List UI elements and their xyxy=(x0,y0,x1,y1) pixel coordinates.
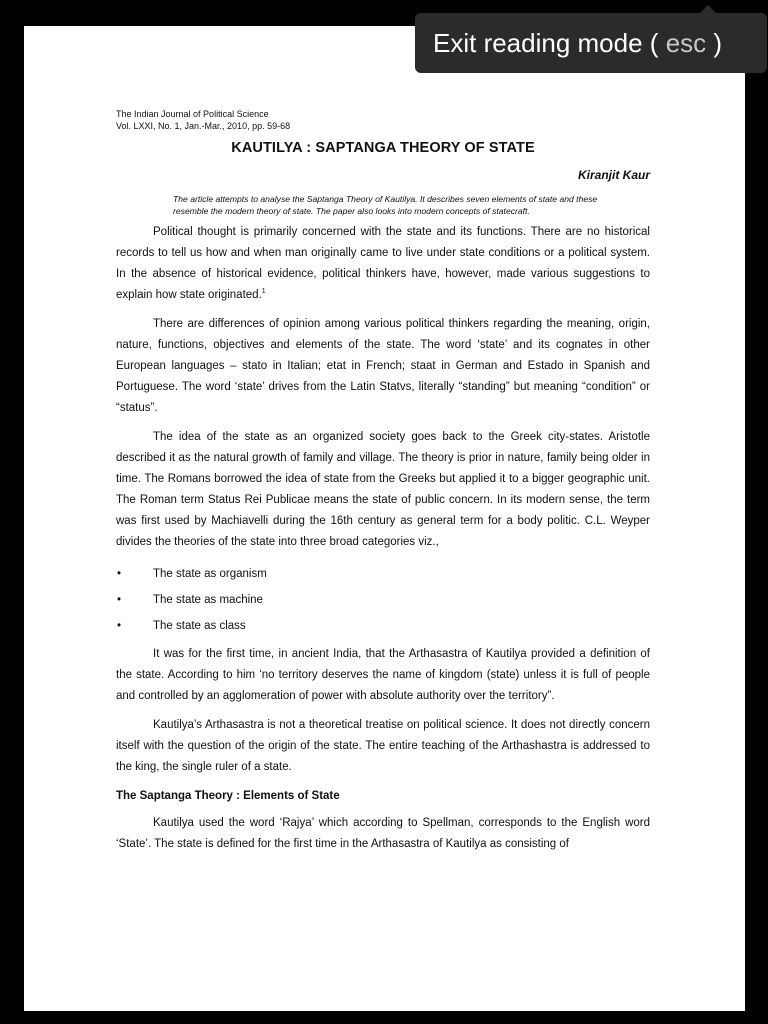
journal-line-1: The Indian Journal of Political Science xyxy=(116,109,269,119)
paper-title: KAUTILYA : SAPTANGA THEORY OF STATE xyxy=(231,140,535,156)
section-heading: The Saptanga Theory : Elements of State xyxy=(116,790,340,802)
list-item: • The state as organism xyxy=(116,561,650,587)
paragraph-2: There are differences of opinion among various political thinkers regarding the meaning, origin, nature, functions, objectives and elements of the state. The word ‘state’ and its cognates in other European languages – stato in Italian; etat in French; staat in German and Estado in Spanish and Portuguese. The word ‘state’ drives from the Latin Statvs, literally “standing” but meaning “condition” or “status”. xyxy=(116,318,650,414)
footnote-marker: 1 xyxy=(261,288,266,296)
paper-abstract: The article attempts to analyse the Saptanga Theory of Kautilya. It describes seven elements of state and these resemble the modern theory of state. The paper also looks into modern concepts of statecraft. xyxy=(173,194,598,216)
paper-author: Kiranjit Kaur xyxy=(577,168,650,182)
list-item: • The state as machine xyxy=(116,587,650,613)
exit-reading-mode-label: Exit reading mode ( xyxy=(433,28,659,58)
journal-line-2: Vol. LXXI, No. 1, Jan.-Mar., 2010, pp. 59-68 xyxy=(116,121,291,131)
exit-button-caret xyxy=(700,5,716,13)
exit-reading-mode-button[interactable] xyxy=(415,13,767,73)
exit-close-paren: ) xyxy=(713,28,723,58)
document-page xyxy=(24,26,745,1011)
paragraph-5: Kautilya’s Arthasastra is not a theoretical treatise on political science. It does not directly concern itself with the question of the origin of the state. The entire teaching of the Arthashastra is addressed to the king, the single ruler of a state. xyxy=(116,719,650,773)
paragraph-1-text: Political thought is primarily concerned with the state and its functions. There are no historical records to tell us how and when man originally came to live under state conditions or a political system. In the absence of historical evidence, political thinkers have, however, made various suggestions to explain how state originated. xyxy=(116,226,650,301)
state-theories-list xyxy=(116,561,650,639)
paragraph-3: The idea of the state as an organized society goes back to the Greek city-states. Aristotle described it as the natural growth of family and village. The theory is prior in nature, family being older in time. The Romans borrowed the idea of state from the Greeks but applied it to a bigger geographic unit. The Roman term Status Rei Publicae means the state of public concern. In its modern sense, the term was first used by Machiavelli during the 16th century as general term for a body politic. C.L. Weyper divides the theories of the state into three broad categories viz., xyxy=(116,431,650,548)
list-item: • The state as class xyxy=(116,613,650,639)
paragraph-1 xyxy=(116,222,650,306)
paragraph-6: Kautilya used the word ‘Rajya’ which according to Spellman, corresponds to the English word ‘State’. The state is defined for the first time in the Arthasastra of Kautilya as consisting of xyxy=(116,817,650,850)
page-content xyxy=(116,108,650,863)
paragraph-4: It was for the first time, in ancient India, that the Arthasastra of Kautilya provided a definition of the state. According to him ‘no territory deserves the name of kingdom (state) unless it is full of people and controlled by an agglomeration of power with absolute authority over the territory”. xyxy=(116,648,650,702)
esc-key-hint: esc xyxy=(665,28,707,58)
